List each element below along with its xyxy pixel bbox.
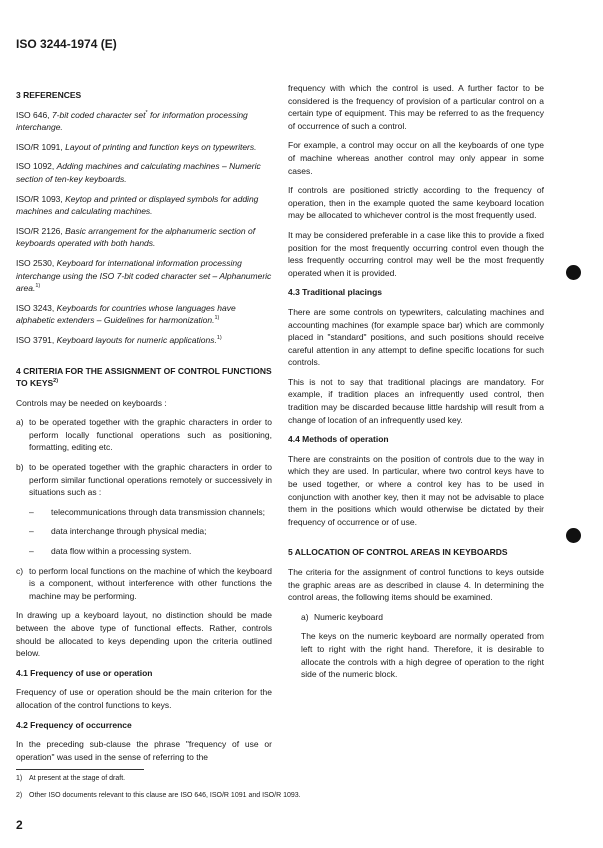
margin-bullet-icon [566, 265, 581, 280]
footnote-ref: 1) [216, 335, 222, 342]
criteria-item-c [16, 565, 272, 603]
section-4-heading-text: 4 CRITERIA FOR THE ASSIGNMENT OF CONTROL FUNCTIONS TO KEYS [16, 365, 272, 389]
paragraph: There are some controls on typewriters, calculating machines and accounting machines (for example space bar) which are commonly placed in "standard" positions, and such positions should receive careful attention in any attempt to define specific locations for such controls. [288, 306, 544, 368]
reference-title: 7-bit coded character set [51, 109, 146, 120]
reference-code: ISO/R 2126, [16, 225, 66, 236]
reference-title: Keytop and printed or displayed symbols for adding machines and calculating machines. [16, 193, 259, 217]
footnotes [16, 774, 576, 808]
item-label: c) [16, 565, 24, 576]
paragraph: The criteria for the assignment of control functions to keys outside the graphic areas are as described in clause 4. In determining the control areas, the following items should be examined. [288, 567, 544, 603]
situation-item [16, 525, 272, 538]
section-4-3-heading: 4.3 Traditional placings [288, 287, 382, 298]
criteria-list-cont [16, 565, 272, 603]
section-5-heading: 5 ALLOCATION OF CONTROL AREAS IN KEYBOARDS [288, 547, 508, 558]
reference-item [16, 334, 272, 347]
situation-text: data interchange through physical media; [51, 526, 207, 537]
paragraph: It may be considered preferable in a case like this to provide a fixed position for the most frequently occurring control even though the less frequently occurring control may well be the most frequently operated when it is provided. [288, 229, 544, 278]
section-4-heading [16, 365, 272, 390]
section-4-4-heading: 4.4 Methods of operation [288, 434, 389, 445]
reference-item [16, 193, 272, 218]
layout-paragraph: In drawing up a keyboard layout, no distinction should be made between the above type of functional effects. Rather, controls should be allocated to keys depending upon the criteria outlined below. [16, 610, 272, 659]
footnote-text: At present at the stage of draft. [29, 775, 126, 782]
item-text: to perform local functions on the machine of which the keyboard is a component, without interference with other functions the machine may be performing. [29, 565, 272, 601]
footnote-ref: 1) [214, 315, 220, 322]
reference-mark: * [145, 109, 148, 116]
reference-item [16, 109, 272, 134]
left-column [16, 89, 272, 770]
reference-code: ISO/R 1091, [16, 141, 66, 152]
reference-item [16, 225, 272, 250]
dash-marker: – [29, 526, 34, 537]
reference-title: Layout of printing and function keys on typewriters. [65, 141, 257, 152]
footnote-divider [16, 769, 144, 770]
item-text: to be operated together with the graphic characters in order to perform similar functional operations remotely or successively in situations such as : [29, 462, 272, 498]
item-label: b) [16, 462, 24, 473]
numeric-keyboard-item [288, 611, 544, 624]
paragraph: The keys on the numeric keyboard are normally operated from left to right with the right hand. Therefore, it is desirable to allocate the controls with a high degree of operation to the right side of the numeric block. [301, 631, 544, 680]
reference-title: Basic arrangement for the alphanumeric section of keyboards operated with both hands. [16, 225, 256, 249]
situation-text: data flow within a processing system. [51, 546, 192, 557]
footnote-ref: 2) [53, 378, 59, 385]
footnote [16, 774, 576, 784]
item-label: a) [16, 417, 24, 428]
footnote-text: Other ISO documents relevant to this clause are ISO 646, ISO/R 1091 and ISO/R 1093. [29, 792, 301, 799]
reference-title: Adding machines and calculating machines – Numeric section of ten-key keyboards. [16, 161, 261, 184]
dash-marker: – [29, 506, 34, 517]
reference-item [16, 302, 272, 327]
section-4-2-text: In the preceding sub-clause the phrase "frequency of use or operation" was used in the sense of referring to the [16, 739, 272, 762]
reference-item [16, 160, 272, 185]
reference-item [16, 257, 272, 295]
section-4-2-heading: 4.2 Frequency of occurrence [16, 719, 132, 730]
reference-title: Keyboard for international information processing interchange using the ISO 7-bit coded character set – Alphanumeric area. [16, 257, 272, 294]
paragraph: This is not to say that traditional placings are mandatory. For example, if tradition places an infrequently used control, then tradition may be discarded because little hardship will result from a change of location of an infrequently used key. [288, 376, 544, 425]
criteria-list [16, 416, 272, 499]
section-3-heading: 3 REFERENCES [16, 90, 82, 100]
situation-item [16, 506, 272, 519]
item-label: a) [301, 611, 309, 622]
item-text: to be operated together with the graphic characters in order to perform locally functional operations such as positioning, formatting, editing etc. [29, 417, 272, 453]
criteria-item-a [16, 416, 272, 454]
reference-code: ISO 2530, [16, 257, 57, 268]
item-text: Numeric keyboard [314, 611, 383, 622]
reference-code: ISO 3243, [16, 302, 57, 313]
paragraph: If controls are positioned strictly according to the frequency of operation, then in the example quoted the same keyboard location may be allocated to whichever control is the most frequently used. [288, 185, 544, 221]
paragraph: frequency with which the control is used. A further factor to be considered is the frequency of provision of a particular control on a certain type of equipment. This may be referred to as the frequency of occurrence of such a control. [288, 83, 544, 131]
paragraph: For example, a control may occur on all the keyboards of one type of machine whereas another control may only appear in some cases. [288, 140, 544, 176]
reference-title: Keyboards for countries whose languages have alphabetic extenders – Guidelines for harmonization. [16, 302, 236, 326]
reference-code: ISO 1092, [16, 161, 57, 172]
reference-code: ISO 3791, [16, 334, 57, 345]
reference-title-cont: for information processing interchange. [16, 109, 248, 133]
situations-list [16, 506, 272, 558]
situation-item [16, 545, 272, 558]
right-column [288, 82, 544, 688]
footnote [16, 791, 576, 801]
document-id: ISO 3244-1974 (E) [16, 37, 117, 51]
reference-item [16, 141, 272, 154]
footnote-number: 1) [16, 775, 23, 782]
footnote-ref: 1) [35, 283, 41, 290]
footnote-number: 2) [16, 792, 23, 799]
margin-bullet-icon [566, 528, 581, 543]
section-4-intro: Controls may be needed on keyboards : [16, 397, 167, 408]
situation-text: telecommunications through data transmission channels; [51, 506, 266, 517]
reference-code: ISO/R 1093, [16, 193, 66, 204]
reference-code: ISO 646, [16, 109, 52, 120]
section-4-1-text: Frequency of use or operation should be the main criterion for the allocation of the control functions to keys. [16, 687, 272, 710]
paragraph: There are constraints on the position of controls due to the way in which they are used. In particular, where two control keys have to be used together, or where a control key has to be used in conjunction with another key, then it may not be advisable to place them in the positions which would otherwise be dictated by their frequency of occurrence or of use. [288, 453, 544, 527]
section-4-1-heading: 4.1 Frequency of use or operation [16, 667, 153, 678]
dash-marker: – [29, 546, 34, 557]
reference-title: Keyboard layouts for numeric applications. [56, 334, 217, 345]
page-number: 2 [16, 818, 23, 832]
references-list [16, 109, 272, 347]
criteria-item-b [16, 461, 272, 499]
